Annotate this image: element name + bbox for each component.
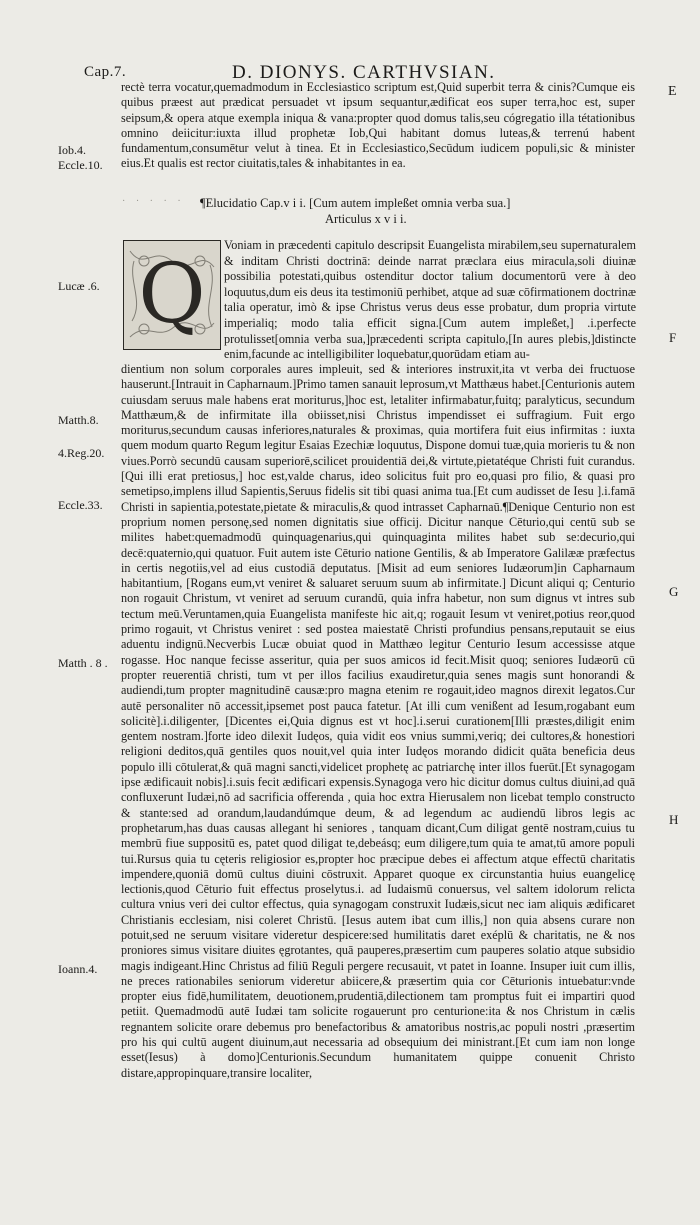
section-heading: ¶Elucidatio Cap.v i i. [Cum autem impleßet omnia verba sua.] (200, 196, 511, 210)
decorated-initial (123, 240, 221, 350)
chapter-label: Cap.7. (84, 64, 127, 80)
ornament-dots: · · · · · (122, 196, 185, 207)
margin-ref-4-reg-20: 4.Reg.20. (58, 446, 105, 460)
initial-letter: Q (138, 247, 206, 342)
margin-letter-f: F (669, 330, 677, 345)
main-paragraph: dientium non solum corporales aures impleuit, sed & interiores instruxit,ita vt verba dei fructuose hauserunt.[Intrauit in Capharnaum.]Primo tamen sanauit leprosum,vt Matthæus habet.[Centurionis autem cuiusdam seruus male habens erat moriturus,]hoc est, letaliter infirmabatur,fuitq; paralyticus, secundum Matthæum,& de infirmitate illa obiisset,nisi Christus impendisset ei suffragium. Fuit ergo moriturus,secundum causas inferiores,naturales & proximas, quia mortifera fuit eius infirmitas : iuxta quem modum quarto Regum legitur Esaias Ezechiæ loquutus, Dispone domui tuæ,quia morieris tu & non viues.Porrò secundū causam superiorē,scilicet prouidentiā dei,& virtute,pietatéque Christi fuit curandus.[Qui illi erat pretiosus,] hoc est,valde charus, ideo solicitus fuit pro eo,quasi pro filio, & quasi pro semetipso,implens illud Sapientis,Seruus fidelis sit tibi quasi anima tua.[Et cum audisset de Iesu ].i.famā Christi in sapientia,potestate,pietate & miraculis,& quod intrasset Capharnaū.¶Denique Centurio non est proprium nomen personę,sed nomen dignitatis siue officij. Dicitur nanque Cēturio,qui centū sub se milites habet:quemadmodū quinquagenarius,qui quinquaginta milites habet sub se:decurio,qui decē:quaternio,qui quatuor. Fuit autem iste Cēturio natione Gentilis, & ab Imperatore Galilææ præfectus in certis negotiis,vel ad eius custodiā deputatus. [Misit ad eum seniores Iudæorum]in Capharnaum habitantium, [Rogans eum,vt veniret & saluaret seruum suum ab infirmitate.] Dicunt aliqui q; Centurio non rogauit Christum, vt veniret ad seruum curandū, quia infra habetur, non sum dignus vt intres sub tectum meū.Veruntamen,quia Euangelista manifeste hic ait,q; rogauit Iesum vt veniret,potius reor,quod primo rogauit, vt Christus veniret : sed postea maiestatē Christi profundius pensans,reputauit se eius aduentu indignū.Necverbis Lucæ obuiat quod in Matthæo legitur Centurio Iesum accessisse atque rogasse. Hoc nanque fecisse asseritur, quia per suos amicos id fecit.Misit quoq; seniores Iudæorū cū propter reuerentiā christi, tum vt per illos facilius exaudiretur,quia senes magis sunt honorandi & audiendi,tum propter magnitudinē causæ:pro magna etenim re rogauit,ideo magnos direxit legatos.Cur autē personaliter nō accessit,ipsemet post pauca fatetur. [At illi cum venißent ad Iesum,rogabant eum solicitè].i.diligenter, [Dicentes ei,Quia dignus est vt hoc].i.serui curationem[Illi præstes,diligit enim gentem nostram.]forte ideo dilexit Iudęos, quia vidit eos vnius summi,veriq; dei cultores,& honestiori religioni deditos,quā gentiles quos nouit,vel quia inter Iudęos morando didicit quāta beneficia deus populo illi cōtulerat,& quā magni sancti,videlicet prophetę ac patriarchę inter illos fuerūt.[Et synagogam ipse ædificauit nobis].i.suis fecit ædificari expensis.Synagoga vero hic dicitur domus cultus diuini,ad quā confluxerunt Iudæi,nō ad sacrificia offerenda , quia hoc extra Hierusalem non licebat templo constructo & stante:sed ad orandum,laudandúmque deum, & ad legendum ac audiendū libros legis ac prophetarum,has duas causas allegant hi seniores , tanquam dicant,Cum diligat gentē nostram,cuius tu membrū fiue suppositū es, patet quod diligat te,debeásq; eum diligere,tum quia te amat,tū amore populi tui.Rursus quia tu cęteris religiosior es,propter hoc præcipue debes ei affectum atque effectū charitatis impendere,quoniā domū cultus diuini cōstruxit. Apparet quoque ex circunstantia huius euangelicę lectionis,quod Cēturio fuit effectus proselytus.i. ad Iudaismū conuersus, vel saltem idolorum relicta cultura vnius veri dei cultor effectus, quia synagogam construxit Iudæis,sicut nec iam aliquis ædificaret Christianis ecclesiam, nisi coleret Christū. [Iesus autem ibat cum illis,] non quia absens curare non potuit,sed ne seruum visitare videretur despicere:sed humilitatis daret exéplū & charitatis, ne & nos proniores simus visitare diuites ęgrotantes, quā pauperes,præsertim cum pauperes solatio atque subsidio magis indigeant.Hinc Christus ad filiū Reguli pergere recusauit, vt patet in Ioanne. Insuper iuit cum illis, ne preces rationabiles seniorum videretur abiicere,& præsertim quia cor Cēturionis intuebatur:vnde propter eius fidē,humilitatem, deuotionem,prudentiā,dilectionem tam promptus fuit ei impartiri quod petiit. Quemadmodū autē Iudæi tam solicite rogauerunt pro centurione:ita & nos Christum in cælis regnantem solicite orare debemus pro benefactoribus & amatoribus nostris,ac populi nostri ,præsertim pro his qui cultū augent diuinum,aut necessaria ad obsequium dei ministrant.[Et cum iam non longe esset(Iesus) à domo]Centurionis.Secundum humanitatem quippe conuenit Christo distare,appropinquare,transire localiter, (121, 362, 635, 1080)
margin-ref-ioann-4: Ioann.4. (58, 962, 98, 976)
running-title: D. DIONYS. CARTHVSIAN. (232, 62, 496, 83)
margin-ref-lucae-6: Lucæ .6. (58, 279, 100, 293)
first-paragraph-lines: Voniam in præcedenti capitulo descripsit Euangelista mirabilem,seu supernaturalem & inditam Christi doctrinā: deinde narrat præclara eius miracula,soli diuinæ possibilia potestati,quibus ostenditur doctor talium documentorū vere à deo loquutus,dum eis deus ita testimoniū perhibet, atque ad suæ cōfirmationem doctrinæ talia operatur, imò & ipse Christus verus deus esse probatur, dum propria virtute imperialiq; modo talia efficit signa.[Cum autem impleßet,] .i.perfecte protulisset[omnia verba sua,]præcedenti scripta capitulo,[In aures plebis,]distincte enim,facunde ac intelligibiliter loquebatur,quorūdam etiam au- (224, 238, 636, 362)
opening-paragraph: rectè terra vocatur,quemadmodum in Ecclesiastico scriptum est,Quid superbit terra & cinis?Cumque eis quibus præest aut prædicat persuadet vt ipsum sequantur,ædificat eos super terra,hoc est, super seipsum,& opera atque exempla iniqua & vana:propter quod domus talis,seu cógregatio illa tétationibus omnino deiicitur:iuxta illud prophetæ Iob,Qui habitant domus luteas,& terrenú habent fundamentum,consumētur velut à tinea. Et in Ecclesiastico,Secūdum iudicem populi,sic & minister eius.Et qualis est rector ciuitatis,tales & inhabitantes in ea. (121, 80, 635, 171)
margin-ref-matth-8: Matth.8. (58, 413, 99, 427)
margin-letter-h: H (669, 812, 679, 827)
margin-ref-eccle-33: Eccle.33. (58, 498, 103, 512)
page-section-letter: E (668, 84, 677, 99)
article-heading: Articulus x v i i. (325, 212, 407, 226)
margin-letter-g: G (669, 584, 679, 599)
margin-ref-job: Iob.4. (58, 143, 86, 157)
margin-ref-matth-8b: Matth . 8 . (58, 656, 108, 670)
margin-ref-eccle-10: Eccle.10. (58, 158, 103, 172)
